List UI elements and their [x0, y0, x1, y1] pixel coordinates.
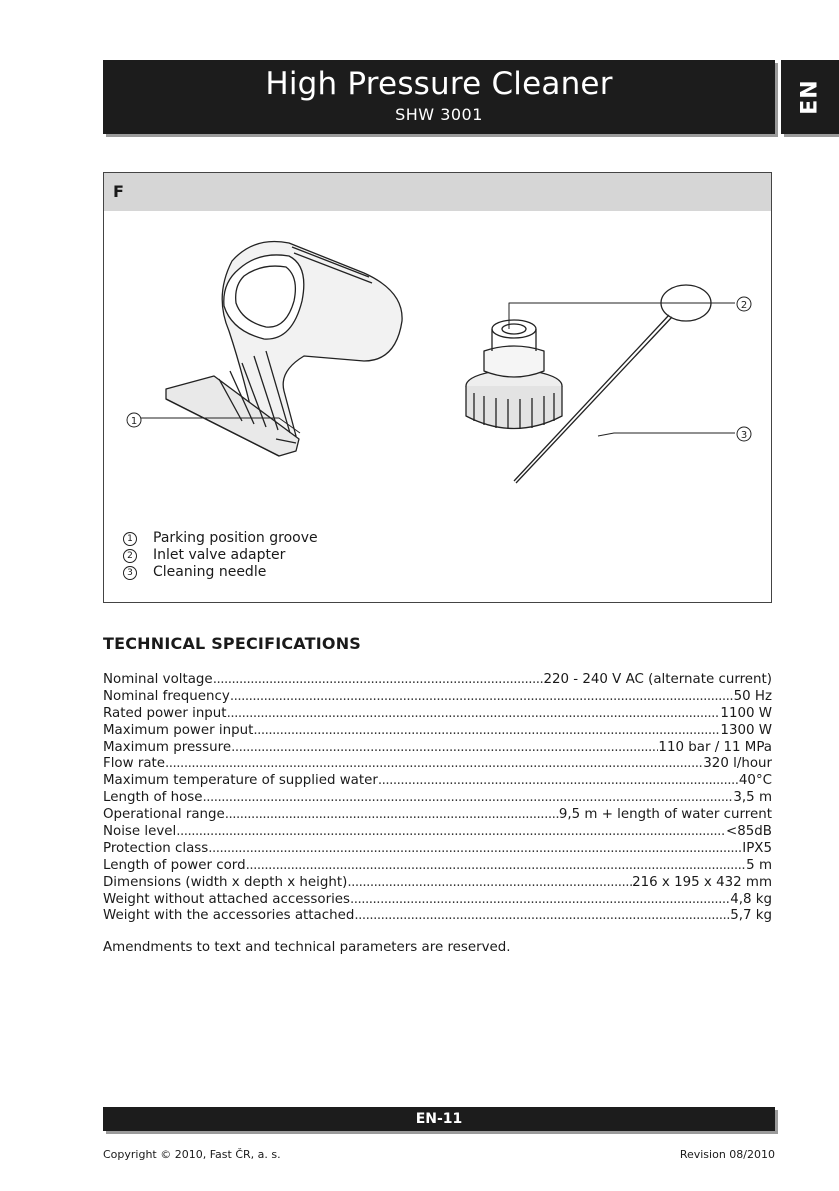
spec-leader: [231, 740, 658, 755]
spec-leader: [347, 875, 632, 890]
spec-value: 216 x 195 x 432 mm: [632, 874, 772, 890]
spec-label: Nominal frequency: [103, 688, 230, 704]
amendments-note: Amendments to text and technical parameters are reserved.: [103, 940, 511, 955]
footer-bar: [103, 1107, 775, 1131]
figure-legend: [123, 530, 318, 581]
spec-row: [103, 723, 772, 740]
revision-text: Revision 08/2010: [679, 1148, 775, 1161]
spec-row: [103, 740, 772, 757]
spec-label: Weight with the accessories attached: [103, 908, 355, 924]
spec-leader: [213, 672, 544, 687]
spec-row: [103, 875, 772, 892]
legend-number: 2: [123, 549, 137, 563]
spec-row: [103, 892, 772, 909]
spec-row: [103, 908, 772, 925]
spec-label: Length of power cord: [103, 857, 246, 873]
spec-row: [103, 824, 772, 841]
spec-label: Flow rate: [103, 756, 166, 772]
legend-number: 1: [123, 532, 137, 546]
spec-label: Maximum temperature of supplied water: [103, 773, 378, 789]
spec-value: 320 l/hour: [703, 756, 772, 772]
spec-leader: [227, 706, 721, 721]
spec-value: <85dB: [726, 824, 772, 840]
spec-leader: [176, 824, 726, 839]
spec-leader: [165, 756, 703, 771]
legend-item: [123, 547, 318, 564]
spec-value: 4,8 kg: [730, 891, 772, 907]
legend-number: 3: [123, 566, 137, 580]
spec-leader: [350, 892, 730, 907]
spec-row: [103, 706, 772, 723]
spec-row: [103, 841, 772, 858]
spec-label: Protection class: [103, 840, 209, 856]
callout-3: 3: [740, 430, 748, 441]
language-tab: [781, 60, 839, 134]
spec-value: 1300 W: [720, 722, 772, 738]
spec-leader: [225, 807, 559, 822]
spec-value: 5 m: [746, 857, 772, 873]
spec-row: [103, 773, 772, 790]
accessories-illustration: [104, 211, 771, 531]
spec-row: [103, 689, 772, 706]
spec-leader: [354, 908, 730, 923]
spec-value: 110 bar / 11 MPa: [658, 739, 772, 755]
spec-label: Nominal voltage: [103, 672, 213, 687]
spec-leader: [253, 723, 720, 738]
spec-value: 9,5 m + length of water current: [558, 807, 772, 823]
spec-label: Dimensions (width x depth x height): [103, 874, 348, 890]
figure-header: [104, 173, 771, 211]
legend-item: [123, 530, 318, 547]
spec-row: [103, 672, 772, 689]
model-number: SHW 3001: [395, 105, 483, 124]
copyright-text: Copyright © 2010, Fast ČR, a. s.: [103, 1148, 281, 1161]
spec-value: 3,5 m: [733, 790, 772, 806]
page-number: EN-11: [415, 1111, 463, 1127]
spec-leader: [203, 790, 734, 805]
legend-label: Cleaning needle: [153, 564, 267, 580]
legend-label: Parking position groove: [153, 530, 318, 546]
language-label: EN: [797, 79, 823, 115]
spec-row: [103, 756, 772, 773]
spec-leader: [378, 773, 739, 788]
spec-value: 5,7 kg: [730, 908, 772, 924]
callout-2: 2: [740, 300, 748, 311]
spec-row: [103, 858, 772, 875]
spec-value: 220 - 240 V AC (alternate current): [543, 672, 772, 687]
spec-value: 50 Hz: [733, 688, 772, 704]
spec-leader: [246, 858, 747, 873]
legend-item: [123, 564, 318, 581]
spec-value: 1100 W: [720, 705, 772, 721]
spec-label: Length of hose: [103, 790, 203, 806]
specs-list: [103, 672, 772, 925]
spec-label: Weight without attached accessories: [103, 891, 351, 907]
specs-heading: TECHNICAL SPECIFICATIONS: [103, 634, 362, 653]
parking-holder-drawing: [166, 241, 402, 456]
spec-leader: [208, 841, 742, 856]
callout-1: 1: [130, 416, 138, 427]
figure-letter: F: [113, 182, 124, 201]
spec-label: Maximum power input: [103, 722, 254, 738]
spec-label: Operational range: [103, 807, 225, 823]
spec-value: IPX5: [742, 840, 772, 856]
inlet-adapter-drawing: [466, 320, 562, 429]
spec-row: [103, 807, 772, 824]
header-bar: [103, 60, 775, 134]
legend-label: Inlet valve adapter: [153, 547, 286, 563]
figure-panel: [103, 172, 772, 603]
spec-leader: [230, 689, 734, 704]
spec-row: [103, 790, 772, 807]
spec-label: Rated power input: [103, 705, 227, 721]
spec-value: 40°C: [738, 773, 772, 789]
spec-label: Maximum pressure: [103, 739, 232, 755]
spec-label: Noise level: [103, 824, 177, 840]
page-title: High Pressure Cleaner: [265, 66, 613, 102]
